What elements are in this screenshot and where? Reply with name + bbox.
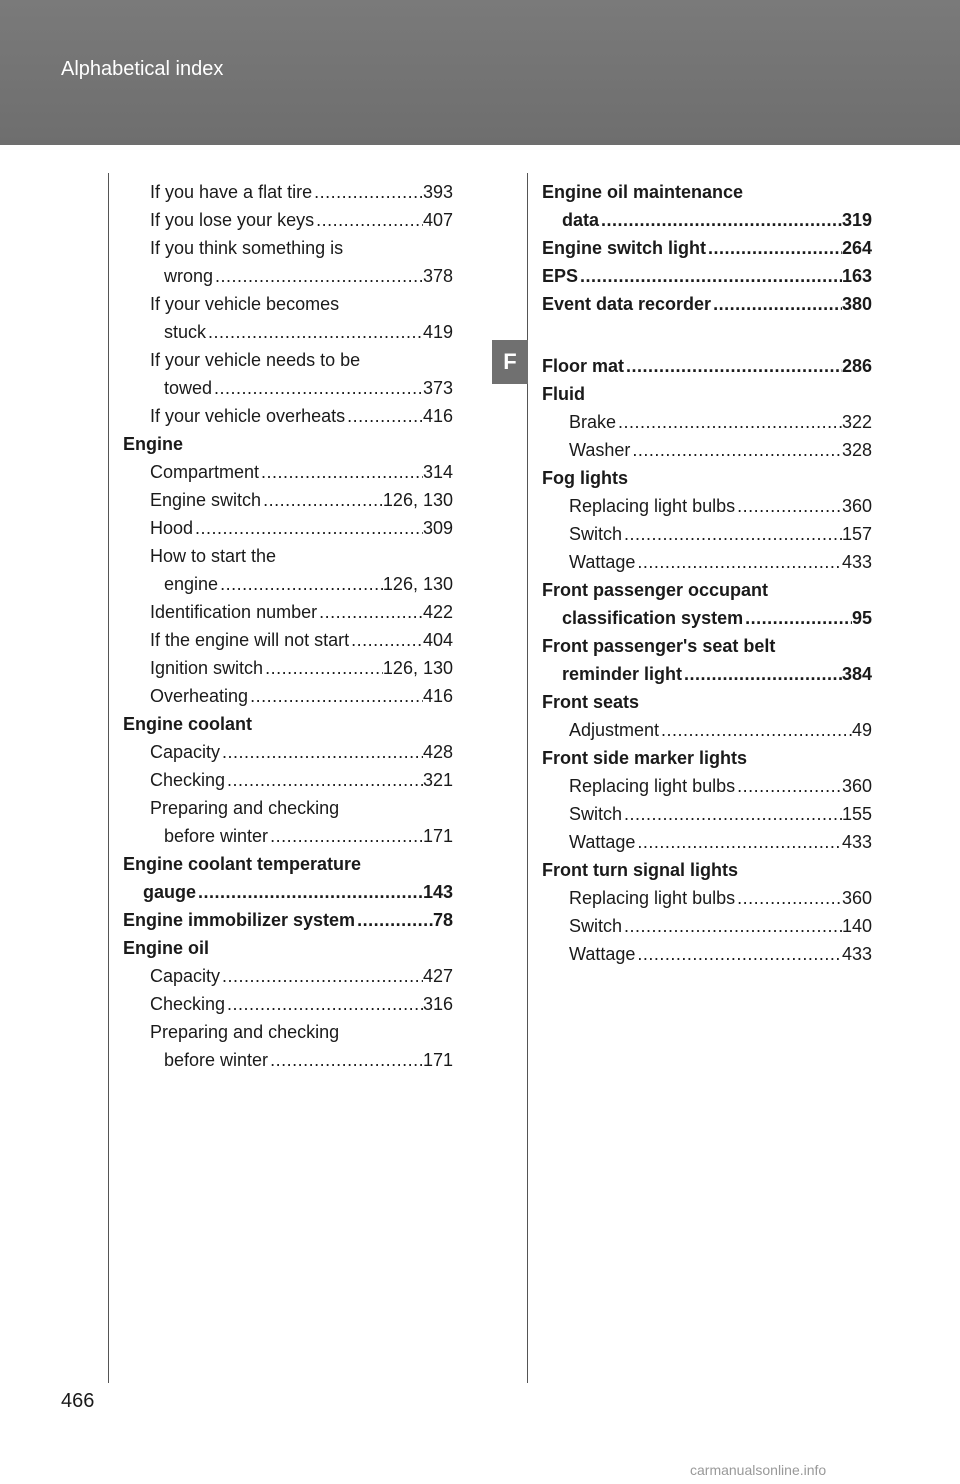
index-entry [123,710,453,738]
index-term: Event data recorder [542,294,712,314]
index-entry [542,660,872,688]
index-term: gauge [143,882,197,902]
index-entry [123,934,453,962]
dot-leader [196,878,423,906]
page-reference: 264 [841,238,872,258]
index-term: If your vehicle becomes [150,294,340,314]
dot-leader [706,234,842,262]
page-reference: 380 [841,294,872,314]
dot-leader [248,682,423,710]
dot-leader [616,408,842,436]
index-term: Replacing light bulbs [569,496,736,516]
index-term: engine [164,574,219,594]
page-reference: 316 [422,994,453,1014]
index-term: Compartment [150,462,260,482]
index-entry [542,206,872,234]
header-title: Alphabetical index [61,58,224,80]
footer-watermark: carmanualsonline.info [690,1462,827,1478]
page-reference: 378 [422,266,453,286]
page-reference: 384 [841,664,872,684]
index-term: Front side marker lights [542,748,748,768]
index-term: Engine coolant temperature [123,854,362,874]
page-reference: 126, 130 [382,490,453,510]
index-entry [123,794,453,822]
page-reference: 360 [841,776,872,796]
page-reference: 49 [851,720,872,740]
dot-leader [312,178,423,206]
page-reference: 433 [841,944,872,964]
dot-leader [711,290,842,318]
dot-leader [624,352,842,380]
index-entry [542,800,872,828]
page-reference: 404 [422,630,453,650]
dot-leader [213,262,423,290]
page-reference: 416 [422,686,453,706]
page-reference: 126, 130 [382,658,453,678]
index-term: If you lose your keys [150,210,315,230]
index-entry [542,520,872,548]
index-entry [542,436,872,464]
index-entry [542,492,872,520]
index-entry [123,290,453,318]
index-term: Wattage [569,944,636,964]
page-reference: 322 [841,412,872,432]
dot-leader [268,1046,423,1074]
index-term: Capacity [150,742,221,762]
page-reference: 171 [422,1050,453,1070]
page-reference: 360 [841,496,872,516]
dot-leader [635,828,842,856]
index-term: Ignition switch [150,658,264,678]
index-entry [123,234,453,262]
index-term: Engine oil maintenance [542,182,744,202]
index-entry [542,464,872,492]
index-term: Front turn signal lights [542,860,738,880]
page-reference: 155 [841,804,872,824]
dot-leader [259,458,423,486]
dot-leader [225,766,423,794]
page-reference: 416 [422,406,453,426]
index-term: Fog lights [542,468,628,488]
index-entry [542,884,872,912]
index-entry [123,962,453,990]
index-term: If you think something is [150,238,344,258]
dot-leader [635,548,842,576]
index-term: before winter [164,826,269,846]
index-entry [123,906,453,934]
page-reference: 419 [422,322,453,342]
index-entry [123,178,453,206]
index-term: stuck [164,322,207,342]
dot-leader [225,990,423,1018]
index-entry [123,1046,453,1074]
page-reference: 393 [422,182,453,202]
index-entry [542,688,872,716]
dot-leader [314,206,423,234]
index-entry [123,514,453,542]
index-entry [542,290,872,318]
dot-leader [212,374,423,402]
index-entry [542,744,872,772]
index-term: EPS [542,266,579,286]
dot-leader [268,822,423,850]
index-entry [123,682,453,710]
index-entry [123,654,453,682]
dot-leader [261,486,383,514]
page-reference: 126, 130 [382,574,453,594]
index-column-left [123,178,453,1074]
index-term: If your vehicle needs to be [150,350,361,370]
page-reference: 407 [422,210,453,230]
index-term: Preparing and checking [150,798,340,818]
index-term: Identification number [150,602,318,622]
index-entry [123,850,453,878]
index-term: Engine switch [150,490,262,510]
dot-leader [599,206,842,234]
index-term: If the engine will not start [150,630,350,650]
index-term: Front passenger occupant [542,580,769,600]
dot-leader [578,262,842,290]
index-term: Engine [123,434,184,454]
index-entry [542,856,872,884]
page-reference: 427 [422,966,453,986]
dot-leader [735,772,842,800]
index-term: How to start the [150,546,277,566]
index-term: Switch [569,524,623,544]
page-reference: 140 [841,916,872,936]
index-entry [542,234,872,262]
index-entry [123,206,453,234]
page-reference: 321 [422,770,453,790]
dot-leader [735,492,842,520]
dot-leader [659,716,852,744]
index-term: Preparing and checking [150,1022,340,1042]
index-term: Engine switch light [542,238,707,258]
dot-leader [735,884,842,912]
left-column-rule [108,173,109,1383]
page-reference: 171 [422,826,453,846]
index-entry [123,430,453,458]
index-entry [542,716,872,744]
index-entry [542,548,872,576]
index-entry [123,626,453,654]
dot-leader [220,738,423,766]
page-reference: 360 [841,888,872,908]
dot-leader [355,906,433,934]
dot-leader [349,626,423,654]
index-term: Replacing light bulbs [569,776,736,796]
page-reference: 95 [851,608,872,628]
index-entry [123,486,453,514]
index-term: If your vehicle overheats [150,406,346,426]
index-entry [542,408,872,436]
index-term: Wattage [569,832,636,852]
dot-leader [263,654,383,682]
index-entry [542,178,872,206]
dot-leader [218,570,383,598]
index-term: Replacing light bulbs [569,888,736,908]
index-term: Brake [569,412,617,432]
page-reference: 286 [841,356,872,376]
page-reference: 143 [422,882,453,902]
index-entry [542,940,872,968]
page-reference: 314 [422,462,453,482]
index-entry [123,570,453,598]
page-reference: 328 [841,440,872,460]
page-reference: 373 [422,378,453,398]
index-term: Overheating [150,686,249,706]
index-entry [542,828,872,856]
page-reference: 163 [841,266,872,286]
index-term: wrong [164,266,214,286]
dot-leader [635,940,842,968]
index-entry [542,576,872,604]
index-term: Engine immobilizer system [123,910,356,930]
page-reference: 78 [432,910,453,930]
index-term: Switch [569,804,623,824]
dot-leader [743,604,852,632]
index-entry [123,346,453,374]
index-entry [123,402,453,430]
page-reference: 433 [841,552,872,572]
index-entry [123,738,453,766]
index-entry [123,374,453,402]
index-term: reminder light [562,664,683,684]
index-term: Engine coolant [123,714,253,734]
page-reference: 433 [841,832,872,852]
index-term: Engine oil [123,938,210,958]
section-letter-tab: F [492,340,528,384]
index-entry [123,1018,453,1046]
index-entry [123,822,453,850]
index-entry [123,598,453,626]
page-header [0,0,960,145]
index-entry [542,262,872,290]
index-term: Wattage [569,552,636,572]
index-entry [123,542,453,570]
dot-leader [193,514,423,542]
dot-leader [622,800,842,828]
index-entry [542,352,872,380]
index-term: Hood [150,518,194,538]
dot-leader [630,436,842,464]
index-entry [123,458,453,486]
index-term: If you have a flat tire [150,182,313,202]
dot-leader [345,402,423,430]
index-term: Adjustment [569,720,660,740]
dot-leader [682,660,842,688]
index-term: Checking [150,994,226,1014]
index-term: Switch [569,916,623,936]
index-entry [542,380,872,408]
index-column-right [542,178,872,968]
page-reference: 157 [841,524,872,544]
index-entry [123,262,453,290]
page-reference: 309 [422,518,453,538]
index-entry [123,318,453,346]
index-entry [123,990,453,1018]
dot-leader [317,598,423,626]
index-entry [542,772,872,800]
page-reference: 422 [422,602,453,622]
index-term: Capacity [150,966,221,986]
page-number: 466 [61,1390,95,1412]
dot-leader [622,520,842,548]
page-reference: 319 [841,210,872,230]
index-term: Fluid [542,384,585,404]
index-entry [542,912,872,940]
index-entry [542,604,872,632]
index-term: data [562,210,600,230]
index-entry [123,766,453,794]
index-term: before winter [164,1050,269,1070]
index-term: classification system [562,608,744,628]
index-term: Front seats [542,692,640,712]
index-entry [542,632,872,660]
dot-leader [220,962,423,990]
index-term: Front passenger's seat belt [542,636,776,656]
dot-leader [206,318,423,346]
index-term: Washer [569,440,631,460]
index-term: towed [164,378,213,398]
index-term: Checking [150,770,226,790]
index-entry [123,878,453,906]
index-term: Floor mat [542,356,625,376]
dot-leader [622,912,842,940]
page-reference: 428 [422,742,453,762]
